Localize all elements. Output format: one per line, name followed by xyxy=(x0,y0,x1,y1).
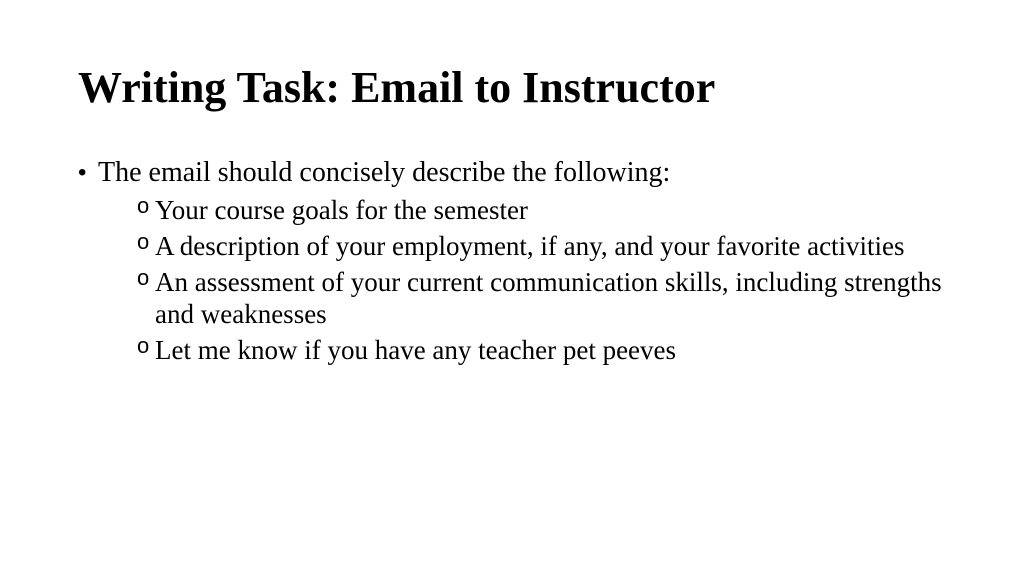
sub-bullet-item xyxy=(98,230,978,262)
bullet-text: The email should concisely describe the following: xyxy=(98,157,671,188)
sub-bullet-text: An assessment of your current communication skills, including strengths and weaknesses xyxy=(155,267,942,329)
circle-bullet-icon: o xyxy=(137,333,150,358)
sub-bullet-item xyxy=(98,334,978,366)
bullet-dot-icon: • xyxy=(78,159,87,186)
slide-title: Writing Task: Email to Instructor xyxy=(78,63,716,112)
sub-bullet-item xyxy=(98,266,978,330)
circle-bullet-icon: o xyxy=(137,265,150,290)
sub-bullet-text: Let me know if you have any teacher pet peeves xyxy=(155,335,677,365)
sub-bullet-list xyxy=(98,194,978,366)
sub-bullet-item xyxy=(98,194,978,226)
sub-bullet-text: A description of your employment, if any, and your favorite activities xyxy=(155,231,905,261)
sub-bullet-text: Your course goals for the semester xyxy=(155,195,528,225)
circle-bullet-icon: o xyxy=(137,229,150,254)
bullet-list xyxy=(78,156,978,370)
circle-bullet-icon: o xyxy=(137,193,150,218)
bullet-item xyxy=(78,156,978,366)
